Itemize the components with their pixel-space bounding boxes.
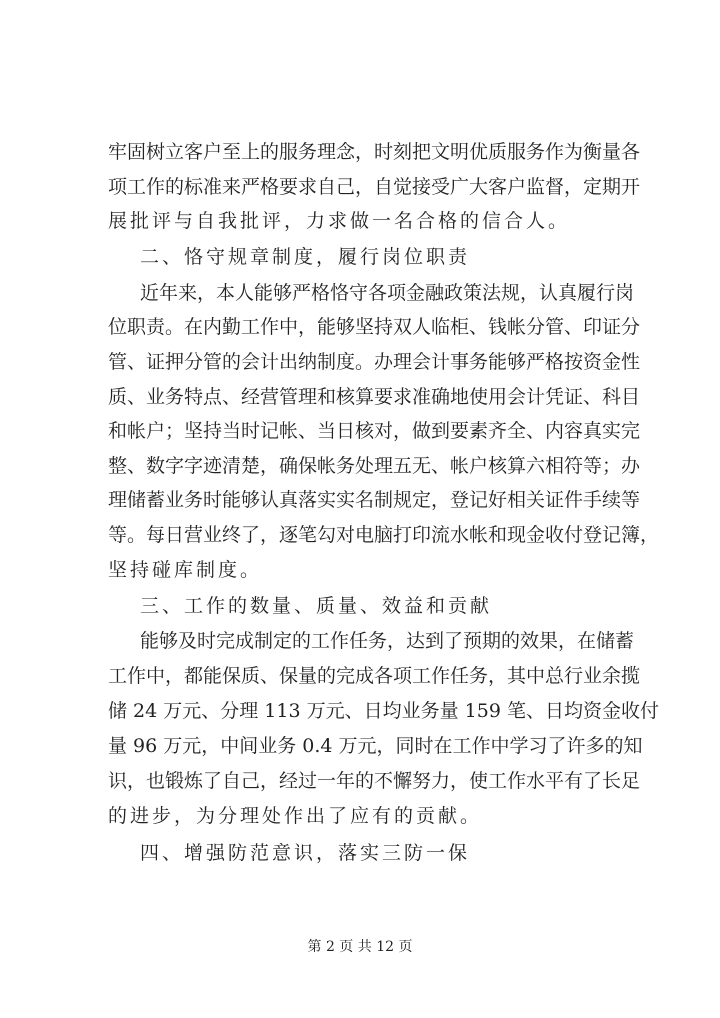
body-line: 管、证押分管的会计出纳制度。办理会计事务能够严格按资金性 (108, 351, 641, 373)
body-line: 质、业务特点、经营管理和核算要求准确地使用会计凭证、科目 (108, 386, 641, 408)
body-line: 近年来，本人能够严格恪守各项金融政策法规，认真履行岗 (140, 282, 635, 304)
body-line: 工作中，都能保质、保量的完成各项工作任务，其中总行业余揽 (108, 665, 641, 687)
body-line: 理储蓄业务时能够认真落实实名制规定，登记好相关证件手续等 (108, 489, 641, 511)
section-heading: 四、增强防范意识，落实三防一保 (140, 842, 471, 864)
body-line: 牢固树立客户至上的服务理念，时刻把文明优质服务作为衡量各 (108, 141, 641, 163)
body-line: 项工作的标准来严格要求自己，自觉接受广大客户监督，定期开 (108, 176, 641, 198)
page-number-footer: 第 2 页 共 12 页 (307, 939, 413, 955)
body-line: 位职责。在内勤工作中，能够坚持双人临柜、钱帐分管、印证分 (108, 316, 641, 338)
body-line: 和帐户；坚持当时记帐、当日核对，做到要素齐全、内容真实完 (108, 420, 641, 442)
body-line: 展批评与自我批评，力求做一名合格的信合人。 (108, 210, 571, 232)
body-line: 能够及时完成制定的工作任务，达到了预期的效果，在储蓄 (140, 630, 635, 652)
body-line: 等。每日营业终了，逐笔勾对电脑打印流水帐和现金收付登记簿， (108, 524, 660, 546)
body-line: 量 96 万元，中间业务 0.4 万元，同时在工作中学习了许多的知 (108, 735, 643, 757)
body-line: 整、数字字迹清楚，确保帐务处理五无、帐户核算六相符等；办 (108, 455, 641, 477)
body-line: 的进步，为分理处作出了应有的贡献。 (108, 805, 483, 827)
section-heading: 二、恪守规章制度，履行岗位职责 (140, 246, 471, 268)
section-heading: 三、工作的数量、质量、效益和贡献 (140, 595, 493, 617)
body-line: 识，也锻炼了自己，经过一年的不懈努力，使工作水平有了长足 (108, 770, 641, 792)
body-line: 坚持碰库制度。 (108, 559, 263, 581)
body-line: 储 24 万元、分理 113 万元、日均业务量 159 笔、日均资金收付 (108, 700, 659, 722)
